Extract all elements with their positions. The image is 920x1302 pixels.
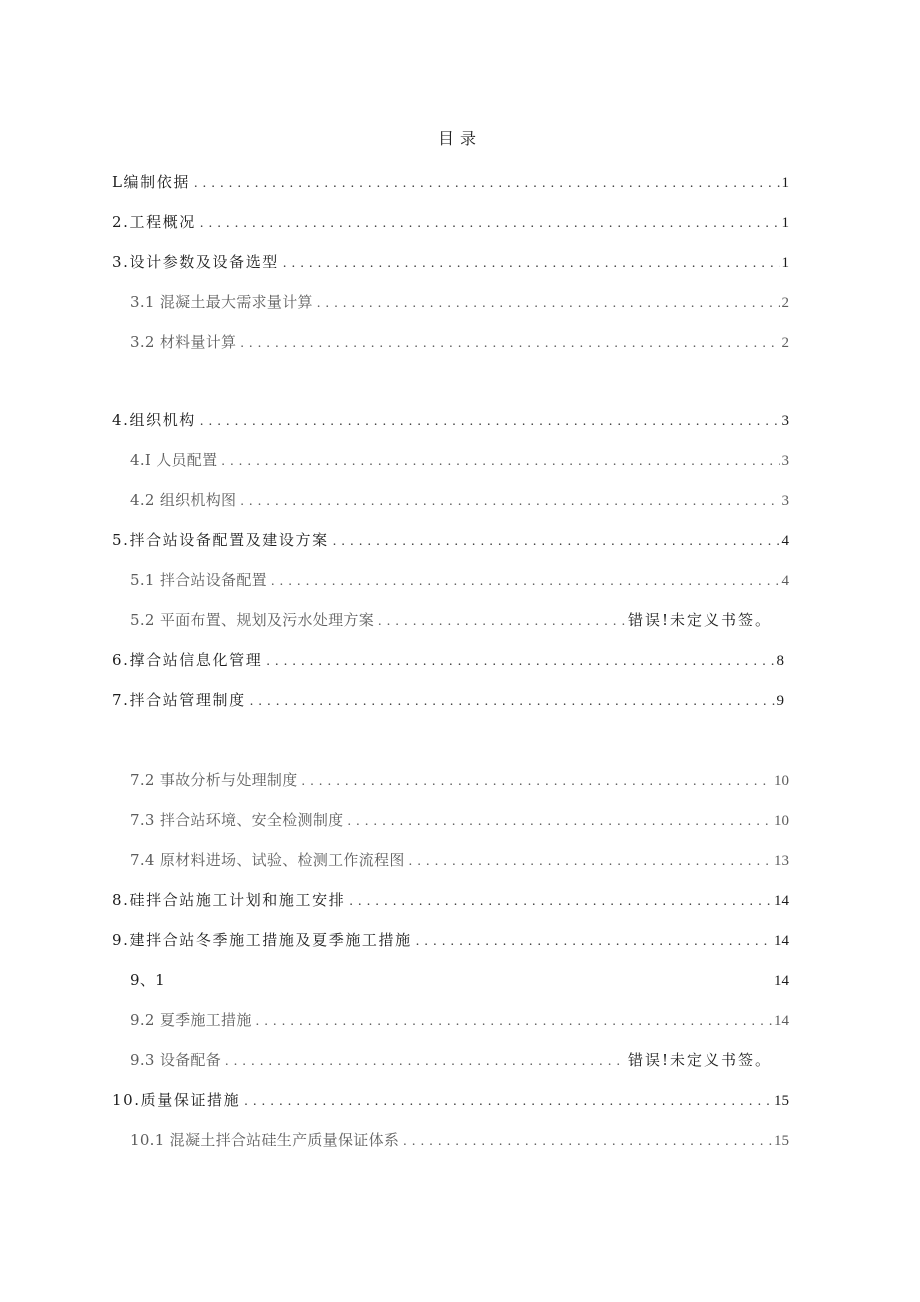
toc-page-number: 1 — [781, 215, 789, 231]
toc-entry-10-1[interactable] — [130, 1128, 789, 1152]
toc-entry-9[interactable] — [112, 928, 789, 952]
toc-entry-label: 9.2 夏季施工措施 — [130, 1011, 252, 1029]
toc-page-number: 2 — [781, 295, 789, 311]
toc-entry-label: 9.3 设备配备 — [130, 1051, 222, 1069]
toc-entry-2[interactable] — [112, 210, 789, 234]
toc-entry-5-1[interactable] — [130, 568, 789, 592]
toc-page-number: 3 — [781, 493, 789, 509]
toc-entry-label: 3.设计参数及设备选型 — [112, 253, 279, 271]
dot-leader — [347, 810, 772, 834]
toc-entry-7-3[interactable] — [130, 808, 789, 832]
toc-page-number: 1 — [781, 255, 789, 271]
toc-entry-label: 7.3 拌合站环境、安全检测制度 — [130, 811, 344, 829]
dot-leader — [194, 172, 780, 196]
toc-entry-label: 4.组织机构 — [112, 411, 196, 429]
toc-page-number: 15 — [774, 1133, 789, 1149]
dot-leader — [302, 770, 772, 794]
toc-entry-6[interactable] — [112, 648, 784, 672]
toc-title: 目录 — [437, 129, 482, 148]
dot-leader — [256, 1010, 772, 1034]
toc-entry-9-2[interactable] — [130, 1008, 789, 1032]
toc-entry-label: 3.2 材料量计算 — [130, 333, 237, 351]
toc-entry-9-1[interactable] — [130, 968, 789, 992]
toc-entry-label: 8.硅拌合站施工计划和施工安排 — [112, 891, 346, 909]
toc-entry-1[interactable] — [112, 170, 789, 194]
toc-page-number: 1 — [781, 175, 789, 191]
toc-entry-label: 4.2 组织机构图 — [130, 491, 237, 509]
toc-entry-7[interactable] — [112, 688, 784, 712]
dot-leader — [403, 1130, 772, 1154]
toc-entry-label: 5.拌合站设备配置及建设方案 — [112, 531, 329, 549]
dot-leader — [225, 1050, 626, 1074]
dot-leader — [349, 890, 772, 914]
toc-page-number: 8 — [776, 653, 784, 669]
toc-entry-4-2[interactable] — [130, 488, 789, 512]
toc-page-number: 10 — [774, 813, 789, 829]
dot-leader — [266, 650, 774, 674]
bookmark-error-text: 错误!未定义书签。 — [627, 1051, 772, 1069]
toc-page-number: 9 — [776, 693, 784, 709]
dot-leader — [200, 212, 780, 236]
toc-entry-7-2[interactable] — [130, 768, 789, 792]
dot-leader — [200, 410, 780, 434]
dot-leader — [333, 530, 780, 554]
toc-entry-label: 9.建拌合站冬季施工措施及夏季施工措施 — [112, 931, 412, 949]
toc-entry-4[interactable] — [112, 408, 789, 432]
toc-entry-10[interactable] — [112, 1088, 789, 1112]
toc-page-number: 14 — [774, 973, 789, 989]
toc-entry-label: 5.2 平面布置、规划及污水处理方案 — [130, 611, 375, 629]
dot-leader — [283, 252, 780, 276]
toc-entry-label: 7.拌合站管理制度 — [112, 691, 246, 709]
toc-entry-label: 4.I 人员配置 — [130, 451, 218, 469]
toc-entry-label: 9、1 — [130, 971, 165, 989]
dot-leader — [416, 930, 772, 954]
toc-entry-7-4[interactable] — [130, 848, 789, 872]
toc-entry-label: 10.1 混凝土拌合站硅生产质量保证体系 — [130, 1131, 400, 1149]
toc-entry-label: 10.质量保证措施 — [112, 1091, 241, 1109]
dot-leader — [240, 490, 779, 514]
toc-page-number: 4 — [781, 533, 789, 549]
toc-entry-4-1[interactable] — [130, 448, 789, 472]
toc-entry-3-2[interactable] — [130, 330, 789, 354]
toc-entry-3-1[interactable] — [130, 290, 789, 314]
toc-page-number: 4 — [781, 573, 789, 589]
dot-leader — [244, 1090, 772, 1114]
toc-entry-label: 7.2 事故分析与处理制度 — [130, 771, 298, 789]
dot-leader — [221, 450, 779, 474]
toc-page-number: 2 — [781, 335, 789, 351]
toc-entry-3[interactable] — [112, 250, 789, 274]
toc-page-number: 10 — [774, 773, 789, 789]
toc-entry-label: 3.1 混凝土最大需求量计算 — [130, 293, 313, 311]
dot-leader — [250, 690, 775, 714]
toc-entry-label: 2.工程概况 — [112, 213, 196, 231]
toc-entry-label: L编制依据 — [112, 173, 190, 191]
toc-entry-label: 7.4 原材料进场、试验、检测工作流程图 — [130, 851, 405, 869]
toc-page-number: 14 — [774, 1013, 789, 1029]
toc-entry-8[interactable] — [112, 888, 789, 912]
toc-page-number: 14 — [774, 893, 789, 909]
toc-entry-5-2[interactable] — [130, 608, 772, 632]
toc-page-number: 14 — [774, 933, 789, 949]
toc-entry-label: 6.撑合站信息化管理 — [112, 651, 263, 669]
dot-leader — [317, 292, 780, 316]
toc-entry-5[interactable] — [112, 528, 789, 552]
toc-page-number: 13 — [774, 853, 789, 869]
bookmark-error-text: 错误!未定义书签。 — [627, 611, 772, 629]
toc-entry-9-3[interactable] — [130, 1048, 772, 1072]
dot-leader — [409, 850, 772, 874]
dot-leader — [240, 332, 779, 356]
dot-leader — [271, 570, 780, 594]
toc-page-number: 15 — [774, 1093, 789, 1109]
toc-page-number: 3 — [781, 413, 789, 429]
toc-entry-label: 5.1 拌合站设备配置 — [130, 571, 267, 589]
toc-page-number: 3 — [781, 453, 789, 469]
dot-leader — [378, 610, 626, 634]
